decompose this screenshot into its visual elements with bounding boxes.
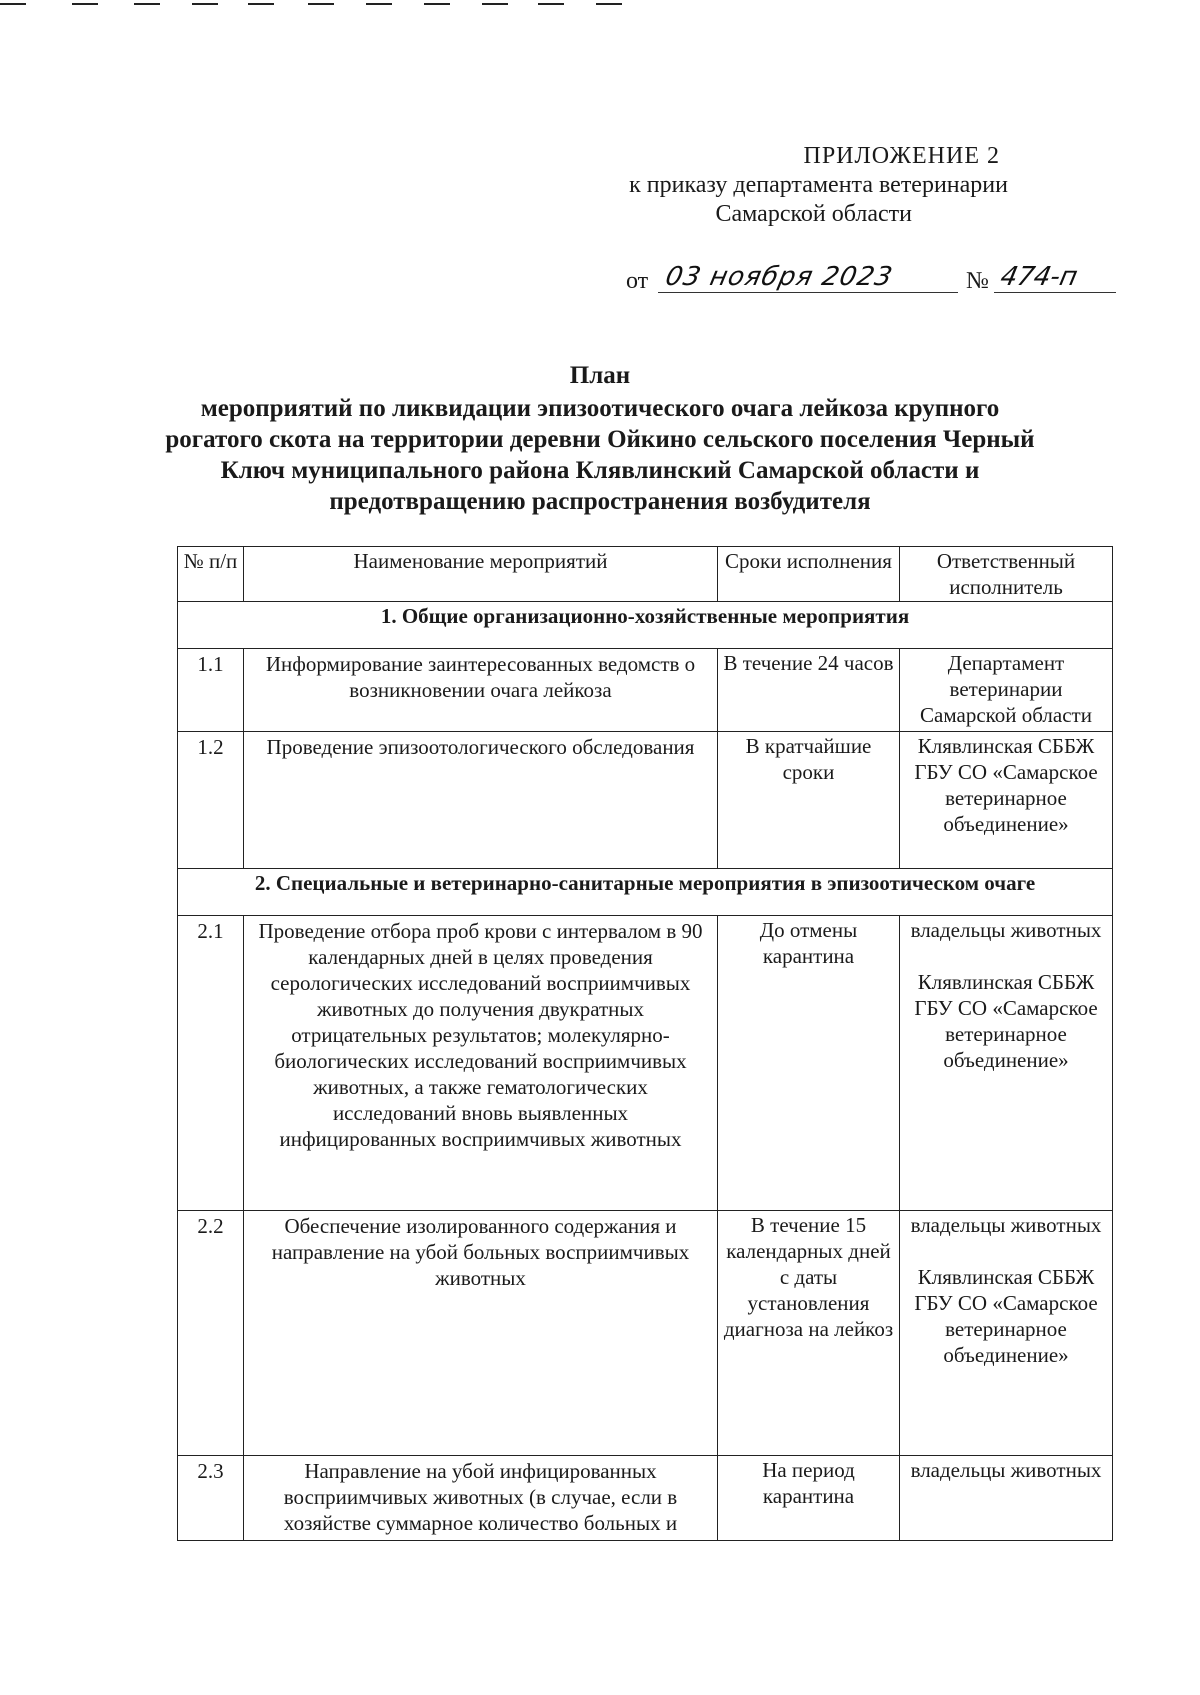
- row-name: Информирование заинтересованных ведомств о возникновении очага лейкоза: [244, 649, 718, 732]
- order-prefix: от: [626, 268, 649, 294]
- row-term: В течение 15 календарных дней с даты установления диагноза на лейкоз: [718, 1211, 900, 1456]
- title-heading: План: [569, 362, 631, 389]
- row-term: На период карантина: [718, 1456, 900, 1541]
- order-number-handwritten: 474-п: [997, 262, 1081, 292]
- row-num: 2.2: [178, 1211, 244, 1456]
- row-num: 1.2: [178, 732, 244, 869]
- row-name: Проведение эпизоотологического обследования: [244, 732, 718, 869]
- appendix-region: Самарской области: [715, 201, 912, 227]
- row-responsible: Клявлинская СББЖ ГБУ СО «Самарское ветеринарное объединение»: [900, 732, 1113, 869]
- row-responsible: [900, 1211, 1113, 1456]
- row-term: До отмены карантина: [718, 916, 900, 1211]
- order-date-number: [626, 262, 1136, 302]
- row-name: Проведение отбора проб крови с интервалом в 90 календарных дней в целях проведения серологических исследований восприимчивых животных до получения двукратных отрицательных результатов; молекулярно-биологических исследований восприимчивых животных, а также гематологических исследований вновь выявленных инфицированных восприимчивых животных: [244, 916, 718, 1211]
- responsible-station: Клявлинская СББЖ ГБУ СО «Самарское ветеринарное объединение»: [914, 970, 1098, 1072]
- appendix-header: [448, 142, 1008, 229]
- document-title: [150, 360, 1050, 517]
- row-responsible: владельцы животных: [900, 1456, 1113, 1541]
- date-underline: [658, 292, 958, 293]
- top-edge-marks: [0, 0, 680, 8]
- responsible-owners: владельцы животных: [910, 1213, 1102, 1237]
- number-underline: [994, 292, 1116, 293]
- title-subtitle: мероприятий по ликвидации эпизоотического очага лейкоза крупного рогатого скота на территории деревни Ойкино сельского поселения Черный Ключ муниципального района Клявлинский Самарской области и предотвращению распространения возбудителя: [165, 395, 1035, 515]
- responsible-station: Клявлинская СББЖ ГБУ СО «Самарское ветеринарное объединение»: [914, 1265, 1098, 1367]
- table-row: [178, 1211, 1113, 1456]
- table-row: [178, 732, 1113, 869]
- measures-table: [177, 546, 1113, 1541]
- appendix-order-ref: к приказу департамента ветеринарии: [629, 172, 1008, 198]
- section-row-1: [178, 602, 1113, 649]
- table-header-row: [178, 547, 1113, 602]
- section-title: 1. Общие организационно-хозяйственные мероприятия: [178, 602, 1113, 649]
- order-number-sign: №: [966, 268, 989, 294]
- section-row-2: [178, 869, 1113, 916]
- header-num: № п/п: [178, 547, 244, 602]
- row-term: В течение 24 часов: [718, 649, 900, 732]
- table-row: [178, 916, 1113, 1211]
- order-date-handwritten: 03 ноября 2023: [662, 262, 896, 292]
- table-row: [178, 1456, 1113, 1541]
- appendix-title: ПРИЛОЖЕНИЕ 2: [803, 143, 1000, 169]
- row-num: 1.1: [178, 649, 244, 732]
- row-responsible: Департамент ветеринарии Самарской области: [900, 649, 1113, 732]
- row-name: Обеспечение изолированного содержания и направление на убой больных восприимчивых животных: [244, 1211, 718, 1456]
- section-title: 2. Специальные и ветеринарно-санитарные мероприятия в эпизоотическом очаге: [178, 869, 1113, 916]
- row-name: Направление на убой инфицированных восприимчивых животных (в случае, если в хозяйстве суммарное количество больных и: [244, 1456, 718, 1541]
- header-responsible: Ответственный исполнитель: [900, 547, 1113, 602]
- row-responsible: [900, 916, 1113, 1211]
- responsible-owners: владельцы животных: [910, 918, 1102, 942]
- table-row: [178, 649, 1113, 732]
- header-term: Сроки исполнения: [718, 547, 900, 602]
- row-num: 2.3: [178, 1456, 244, 1541]
- row-term: В кратчайшие сроки: [718, 732, 900, 869]
- row-num: 2.1: [178, 916, 244, 1211]
- header-name: Наименование мероприятий: [244, 547, 718, 602]
